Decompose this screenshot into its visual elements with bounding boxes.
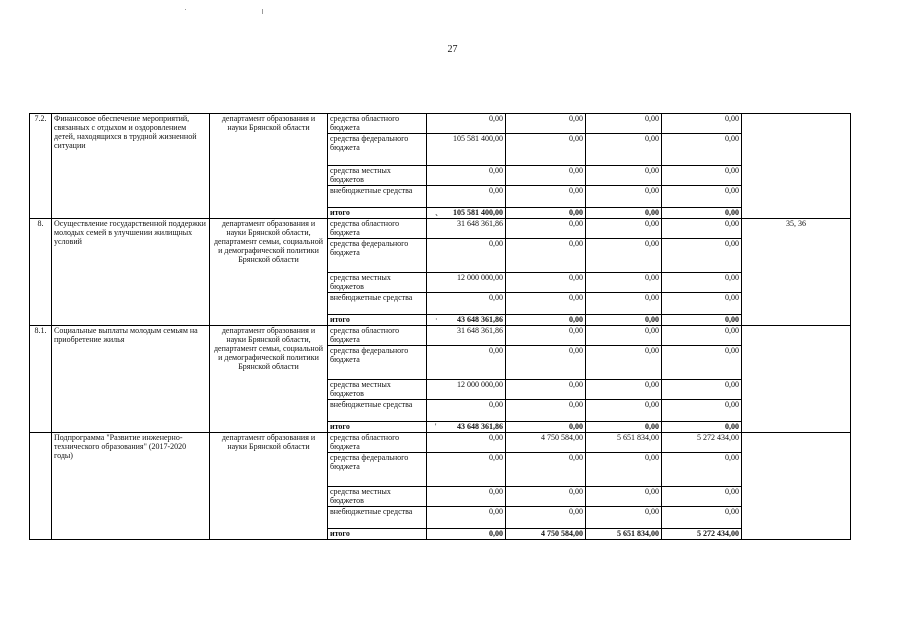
amount-cell: [662, 400, 742, 422]
amount-cell: [586, 114, 662, 134]
amount-value: 4 750 584,00: [541, 529, 583, 538]
amount-cell: [427, 293, 506, 315]
funding-source: средства федерального бюджета: [328, 239, 427, 273]
amount-cell: [506, 208, 586, 219]
amount-value: 0,00: [645, 134, 659, 143]
amount-value: 0,00: [725, 219, 739, 228]
amount-value: 0,00: [489, 507, 503, 516]
amount-value: 0,00: [645, 326, 659, 335]
amount-value: 0,00: [489, 186, 503, 195]
amount-value: 0,00: [645, 293, 659, 302]
amount-value: 0,00: [725, 507, 739, 516]
table-row: [30, 326, 851, 346]
amount-value: 0,00: [489, 346, 503, 355]
amount-cell: [662, 186, 742, 208]
funding-source: внебюджетные средства: [328, 507, 427, 529]
amount-cell: [586, 326, 662, 346]
amount-value: 0,00: [489, 239, 503, 248]
amount-value: 0,00: [489, 114, 503, 123]
amount-value: 0,00: [645, 422, 659, 431]
funding-source: внебюджетные средства: [328, 186, 427, 208]
amount-value: 0,00: [569, 239, 583, 248]
executor: департамент образования и науки Брянской области: [210, 114, 328, 219]
amount-value: 0,00: [725, 315, 739, 324]
amount-value: 0,00: [645, 186, 659, 195]
amount-cell: [662, 315, 742, 326]
amount-value: 4 750 584,00: [541, 433, 583, 442]
amount-value: 0,00: [489, 487, 503, 496]
amount-value: 0,00: [645, 114, 659, 123]
amount-value: 43 648 361,86: [457, 422, 503, 431]
amount-cell: [586, 186, 662, 208]
amount-value: 0,00: [569, 208, 583, 217]
amount-cell: [506, 346, 586, 380]
item-name: Осуществление государственной поддержки молодых семей в улучшении жилищных условий: [52, 219, 210, 326]
amount-value: 5 272 434,00: [697, 433, 739, 442]
item-number: [30, 433, 52, 540]
amount-cell: [586, 529, 662, 540]
amount-cell: [427, 186, 506, 208]
amount-cell: [662, 487, 742, 507]
scan-mark: ·: [435, 315, 438, 324]
amount-cell: [506, 134, 586, 166]
amount-value: 0,00: [489, 293, 503, 302]
amount-cell: [662, 433, 742, 453]
amount-cell: [586, 293, 662, 315]
table-row: [30, 114, 851, 134]
amount-cell: [506, 400, 586, 422]
funding-source: средства местных бюджетов: [328, 487, 427, 507]
amount-cell: [506, 433, 586, 453]
amount-value: 105 581 400,00: [453, 134, 503, 143]
amount-value: 0,00: [645, 507, 659, 516]
amount-cell: [506, 186, 586, 208]
amount-value: 0,00: [645, 380, 659, 389]
amount-value: 0,00: [489, 453, 503, 462]
amount-cell: [427, 346, 506, 380]
amount-cell: [662, 293, 742, 315]
funding-source: средства областного бюджета: [328, 219, 427, 239]
amount-value: 0,00: [569, 487, 583, 496]
amount-cell: [662, 219, 742, 239]
amount-cell: [662, 114, 742, 134]
amount-value: 0,00: [645, 400, 659, 409]
amount-cell: [586, 273, 662, 293]
amount-value: 0,00: [569, 422, 583, 431]
scan-speck: [185, 9, 186, 10]
amount-value: 5 651 834,00: [617, 433, 659, 442]
amount-cell: [662, 326, 742, 346]
amount-value: 31 648 361,86: [457, 326, 503, 335]
amount-cell: [586, 453, 662, 487]
amount-cell: [662, 453, 742, 487]
amount-value: 0,00: [569, 380, 583, 389]
funding-source: средства областного бюджета: [328, 326, 427, 346]
amount-value: 0,00: [569, 273, 583, 282]
amount-value: 0,00: [645, 239, 659, 248]
funding-source: средства областного бюджета: [328, 114, 427, 134]
amount-cell: [427, 433, 506, 453]
amount-value: 0,00: [569, 315, 583, 324]
amount-cell: [586, 239, 662, 273]
amount-value: 0,00: [645, 346, 659, 355]
amount-value: 0,00: [645, 453, 659, 462]
amount-cell: [662, 166, 742, 186]
amount-value: 0,00: [725, 239, 739, 248]
funding-source: внебюджетные средства: [328, 400, 427, 422]
amount-value: 5 651 834,00: [617, 529, 659, 538]
amount-cell: [427, 273, 506, 293]
funding-source: средства областного бюджета: [328, 433, 427, 453]
executor: департамент образования и науки Брянской области, департамент семьи, социальной и демографической политики Брянской области: [210, 326, 328, 433]
funding-source: средства федерального бюджета: [328, 453, 427, 487]
amount-value: 0,00: [489, 400, 503, 409]
amount-value: 0,00: [725, 186, 739, 195]
amount-value: 0,00: [645, 487, 659, 496]
amount-cell: [586, 380, 662, 400]
amount-cell: [506, 380, 586, 400]
amount-cell: [662, 422, 742, 433]
item-number: 8.1.: [30, 326, 52, 433]
amount-value: 0,00: [569, 219, 583, 228]
amount-value: 0,00: [725, 453, 739, 462]
amount-cell: [427, 529, 506, 540]
scan-speck: [262, 9, 263, 14]
funding-source: итого: [328, 208, 427, 219]
page-number: 27: [447, 44, 458, 55]
amount-cell: [586, 487, 662, 507]
amount-value: 5 272 434,00: [697, 529, 739, 538]
budget-table: [29, 113, 851, 540]
amount-cell: [427, 453, 506, 487]
amount-value: 0,00: [725, 326, 739, 335]
amount-cell: [427, 422, 506, 433]
amount-cell: [506, 507, 586, 529]
amount-value: 0,00: [489, 529, 503, 538]
scan-mark: ': [435, 422, 437, 431]
item-name: Социальные выплаты молодым семьям на приобретение жилья: [52, 326, 210, 433]
executor: департамент образования и науки Брянской области, департамент семьи, социальной и демографической политики Брянской области: [210, 219, 328, 326]
amount-cell: [662, 208, 742, 219]
amount-cell: [662, 529, 742, 540]
table-row: [30, 219, 851, 239]
amount-cell: [506, 487, 586, 507]
item-note: [742, 326, 851, 433]
amount-value: 0,00: [725, 166, 739, 175]
amount-value: 0,00: [645, 315, 659, 324]
amount-value: 12 000 000,00: [457, 380, 503, 389]
funding-source: средства местных бюджетов: [328, 380, 427, 400]
amount-value: 0,00: [489, 166, 503, 175]
amount-value: 0,00: [569, 134, 583, 143]
table-row: [30, 433, 851, 453]
amount-cell: [586, 433, 662, 453]
amount-cell: [427, 114, 506, 134]
amount-value: 0,00: [489, 433, 503, 442]
funding-source: средства федерального бюджета: [328, 134, 427, 166]
amount-value: 0,00: [725, 114, 739, 123]
amount-cell: [586, 134, 662, 166]
amount-value: 0,00: [725, 208, 739, 217]
amount-cell: [427, 487, 506, 507]
amount-cell: [586, 346, 662, 380]
item-note: [742, 114, 851, 219]
amount-cell: [427, 219, 506, 239]
amount-cell: [506, 166, 586, 186]
amount-cell: [586, 219, 662, 239]
funding-source: средства местных бюджетов: [328, 166, 427, 186]
amount-cell: [506, 293, 586, 315]
amount-cell: [427, 315, 506, 326]
amount-cell: [586, 422, 662, 433]
amount-cell: [506, 239, 586, 273]
amount-value: 0,00: [725, 422, 739, 431]
funding-source: итого: [328, 529, 427, 540]
amount-value: 0,00: [569, 507, 583, 516]
amount-value: 0,00: [645, 219, 659, 228]
amount-cell: [662, 273, 742, 293]
scan-mark: 、: [435, 208, 443, 217]
amount-cell: [662, 380, 742, 400]
amount-value: 105 581 400,00: [453, 208, 503, 217]
amount-cell: [586, 315, 662, 326]
amount-cell: [506, 326, 586, 346]
amount-cell: [506, 219, 586, 239]
amount-value: 0,00: [725, 293, 739, 302]
amount-value: 0,00: [725, 346, 739, 355]
funding-source: средства федерального бюджета: [328, 346, 427, 380]
amount-value: 0,00: [725, 380, 739, 389]
amount-cell: [662, 346, 742, 380]
amount-cell: [506, 114, 586, 134]
amount-cell: [662, 134, 742, 166]
amount-cell: [506, 453, 586, 487]
amount-cell: [506, 529, 586, 540]
amount-value: 0,00: [569, 293, 583, 302]
amount-cell: [506, 273, 586, 293]
amount-cell: [586, 208, 662, 219]
amount-cell: [586, 507, 662, 529]
funding-source: итого: [328, 422, 427, 433]
funding-source: средства местных бюджетов: [328, 273, 427, 293]
amount-cell: [506, 315, 586, 326]
amount-value: 0,00: [725, 273, 739, 282]
amount-value: 0,00: [569, 400, 583, 409]
amount-value: 0,00: [569, 346, 583, 355]
amount-cell: [586, 166, 662, 186]
amount-cell: [427, 166, 506, 186]
amount-cell: [427, 208, 506, 219]
amount-cell: [427, 380, 506, 400]
amount-value: 12 000 000,00: [457, 273, 503, 282]
amount-value: 43 648 361,86: [457, 315, 503, 324]
item-name: Финансовое обеспечение мероприятий, связанных с отдыхом и оздоровлением детей, находящихся в трудной жизненной ситуации: [52, 114, 210, 219]
item-number: 8.: [30, 219, 52, 326]
amount-cell: [662, 507, 742, 529]
amount-value: 0,00: [569, 453, 583, 462]
funding-source: итого: [328, 315, 427, 326]
amount-cell: [427, 326, 506, 346]
amount-value: 0,00: [569, 166, 583, 175]
item-note: 35, 36: [742, 219, 851, 326]
item-note: [742, 433, 851, 540]
executor: департамент образования и науки Брянской области: [210, 433, 328, 540]
amount-value: 0,00: [725, 134, 739, 143]
amount-cell: [506, 422, 586, 433]
amount-cell: [427, 239, 506, 273]
amount-value: 0,00: [725, 487, 739, 496]
amount-value: 0,00: [569, 326, 583, 335]
amount-value: 31 648 361,86: [457, 219, 503, 228]
amount-value: 0,00: [645, 208, 659, 217]
amount-cell: [427, 400, 506, 422]
amount-cell: [427, 507, 506, 529]
amount-cell: [662, 239, 742, 273]
item-number: 7.2.: [30, 114, 52, 219]
funding-source: внебюджетные средства: [328, 293, 427, 315]
amount-value: 0,00: [725, 400, 739, 409]
amount-cell: [586, 400, 662, 422]
amount-value: 0,00: [569, 186, 583, 195]
item-name: Подпрограмма "Развитие инженерно-технического образования" (2017-2020 годы): [52, 433, 210, 540]
amount-cell: [427, 134, 506, 166]
amount-value: 0,00: [569, 114, 583, 123]
amount-value: 0,00: [645, 273, 659, 282]
amount-value: 0,00: [645, 166, 659, 175]
